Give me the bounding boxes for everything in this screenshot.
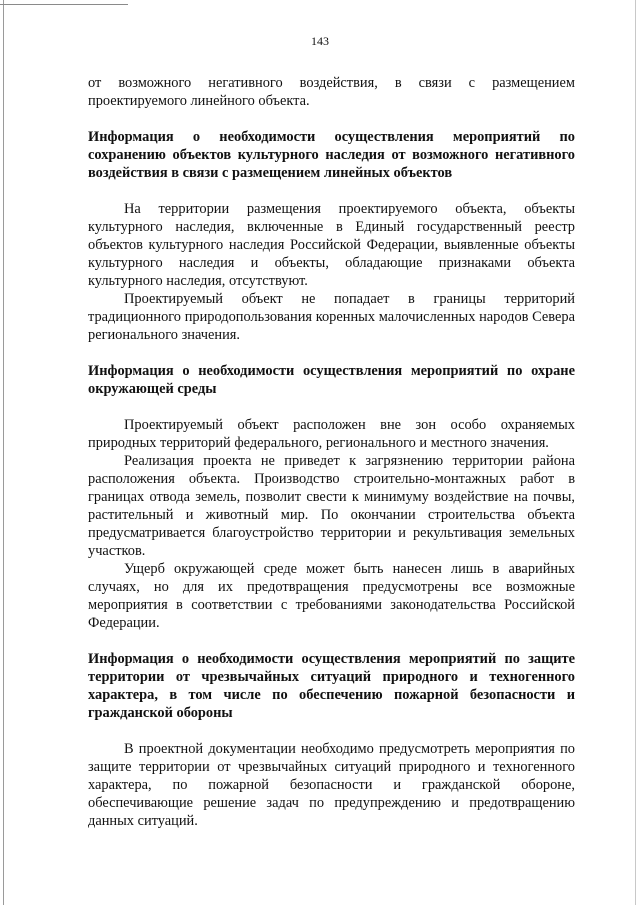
paragraph: Реализация проекта не приведет к загрязнению территории района расположения объекта. Производство строительно-монтажных работ в границах отвода земель, позволит свести к минимуму воздействие на почвы, растительный и животный мир. По окончании строительства объекта предусматривается благоустройство территории и рекультивация земельных участков. [88, 453, 575, 559]
scan-edge-left [3, 0, 4, 905]
paragraph: В проектной документации необходимо предусмотреть мероприятия по защите территории от чрезвычайных ситуаций природного и техногенного характера, по пожарной безопасности и гражданской обороне, обеспечивающие решение задач по предупреждению и предотвращению данных ситуаций. [88, 741, 575, 829]
paragraph: Проектируемый объект не попадает в границы территорий традиционного природопользования коренных малочисленных народов Севера регионального значения. [88, 291, 575, 343]
section-heading-emergency: Информация о необходимости осуществления мероприятий по защите территории от чрезвычайных ситуаций природного и техногенного характера, в том числе по обеспечению пожарной безопасности и гражданской обороны [88, 651, 575, 721]
section-heading-environment: Информация о необходимости осуществления мероприятий по охране окружающей среды [88, 363, 575, 397]
document-body [88, 74, 575, 830]
paragraph: На территории размещения проектируемого объекта, объекты культурного наследия, включенные в Единый государственный реестр объектов культурного наследия Российской Федерации, выявленные объекты культурного наследия и объекты, обладающие признаками объекта культурного наследия, отсутствуют. [88, 201, 575, 289]
page-number: 143 [311, 34, 329, 48]
paragraph: Проектируемый объект расположен вне зон особо охраняемых природных территорий федерального, регионального и местного значения. [88, 417, 575, 451]
scan-edge-right [635, 0, 636, 905]
section-heading-cultural-heritage: Информация о необходимости осуществления мероприятий по сохранению объектов культурного наследия от возможного негативного воздействия в связи с размещением линейных объектов [88, 129, 575, 181]
scan-edge-top [0, 4, 128, 5]
paragraph: Ущерб окружающей среде может быть нанесен лишь в аварийных случаях, но для их предотвращения предусмотрены все возможные мероприятия в соответствии с требованиями законодательства Российской Федерации. [88, 561, 575, 631]
intro-paragraph: от возможного негативного воздействия, в связи с размещением проектируемого линейного объекта. [88, 75, 575, 109]
